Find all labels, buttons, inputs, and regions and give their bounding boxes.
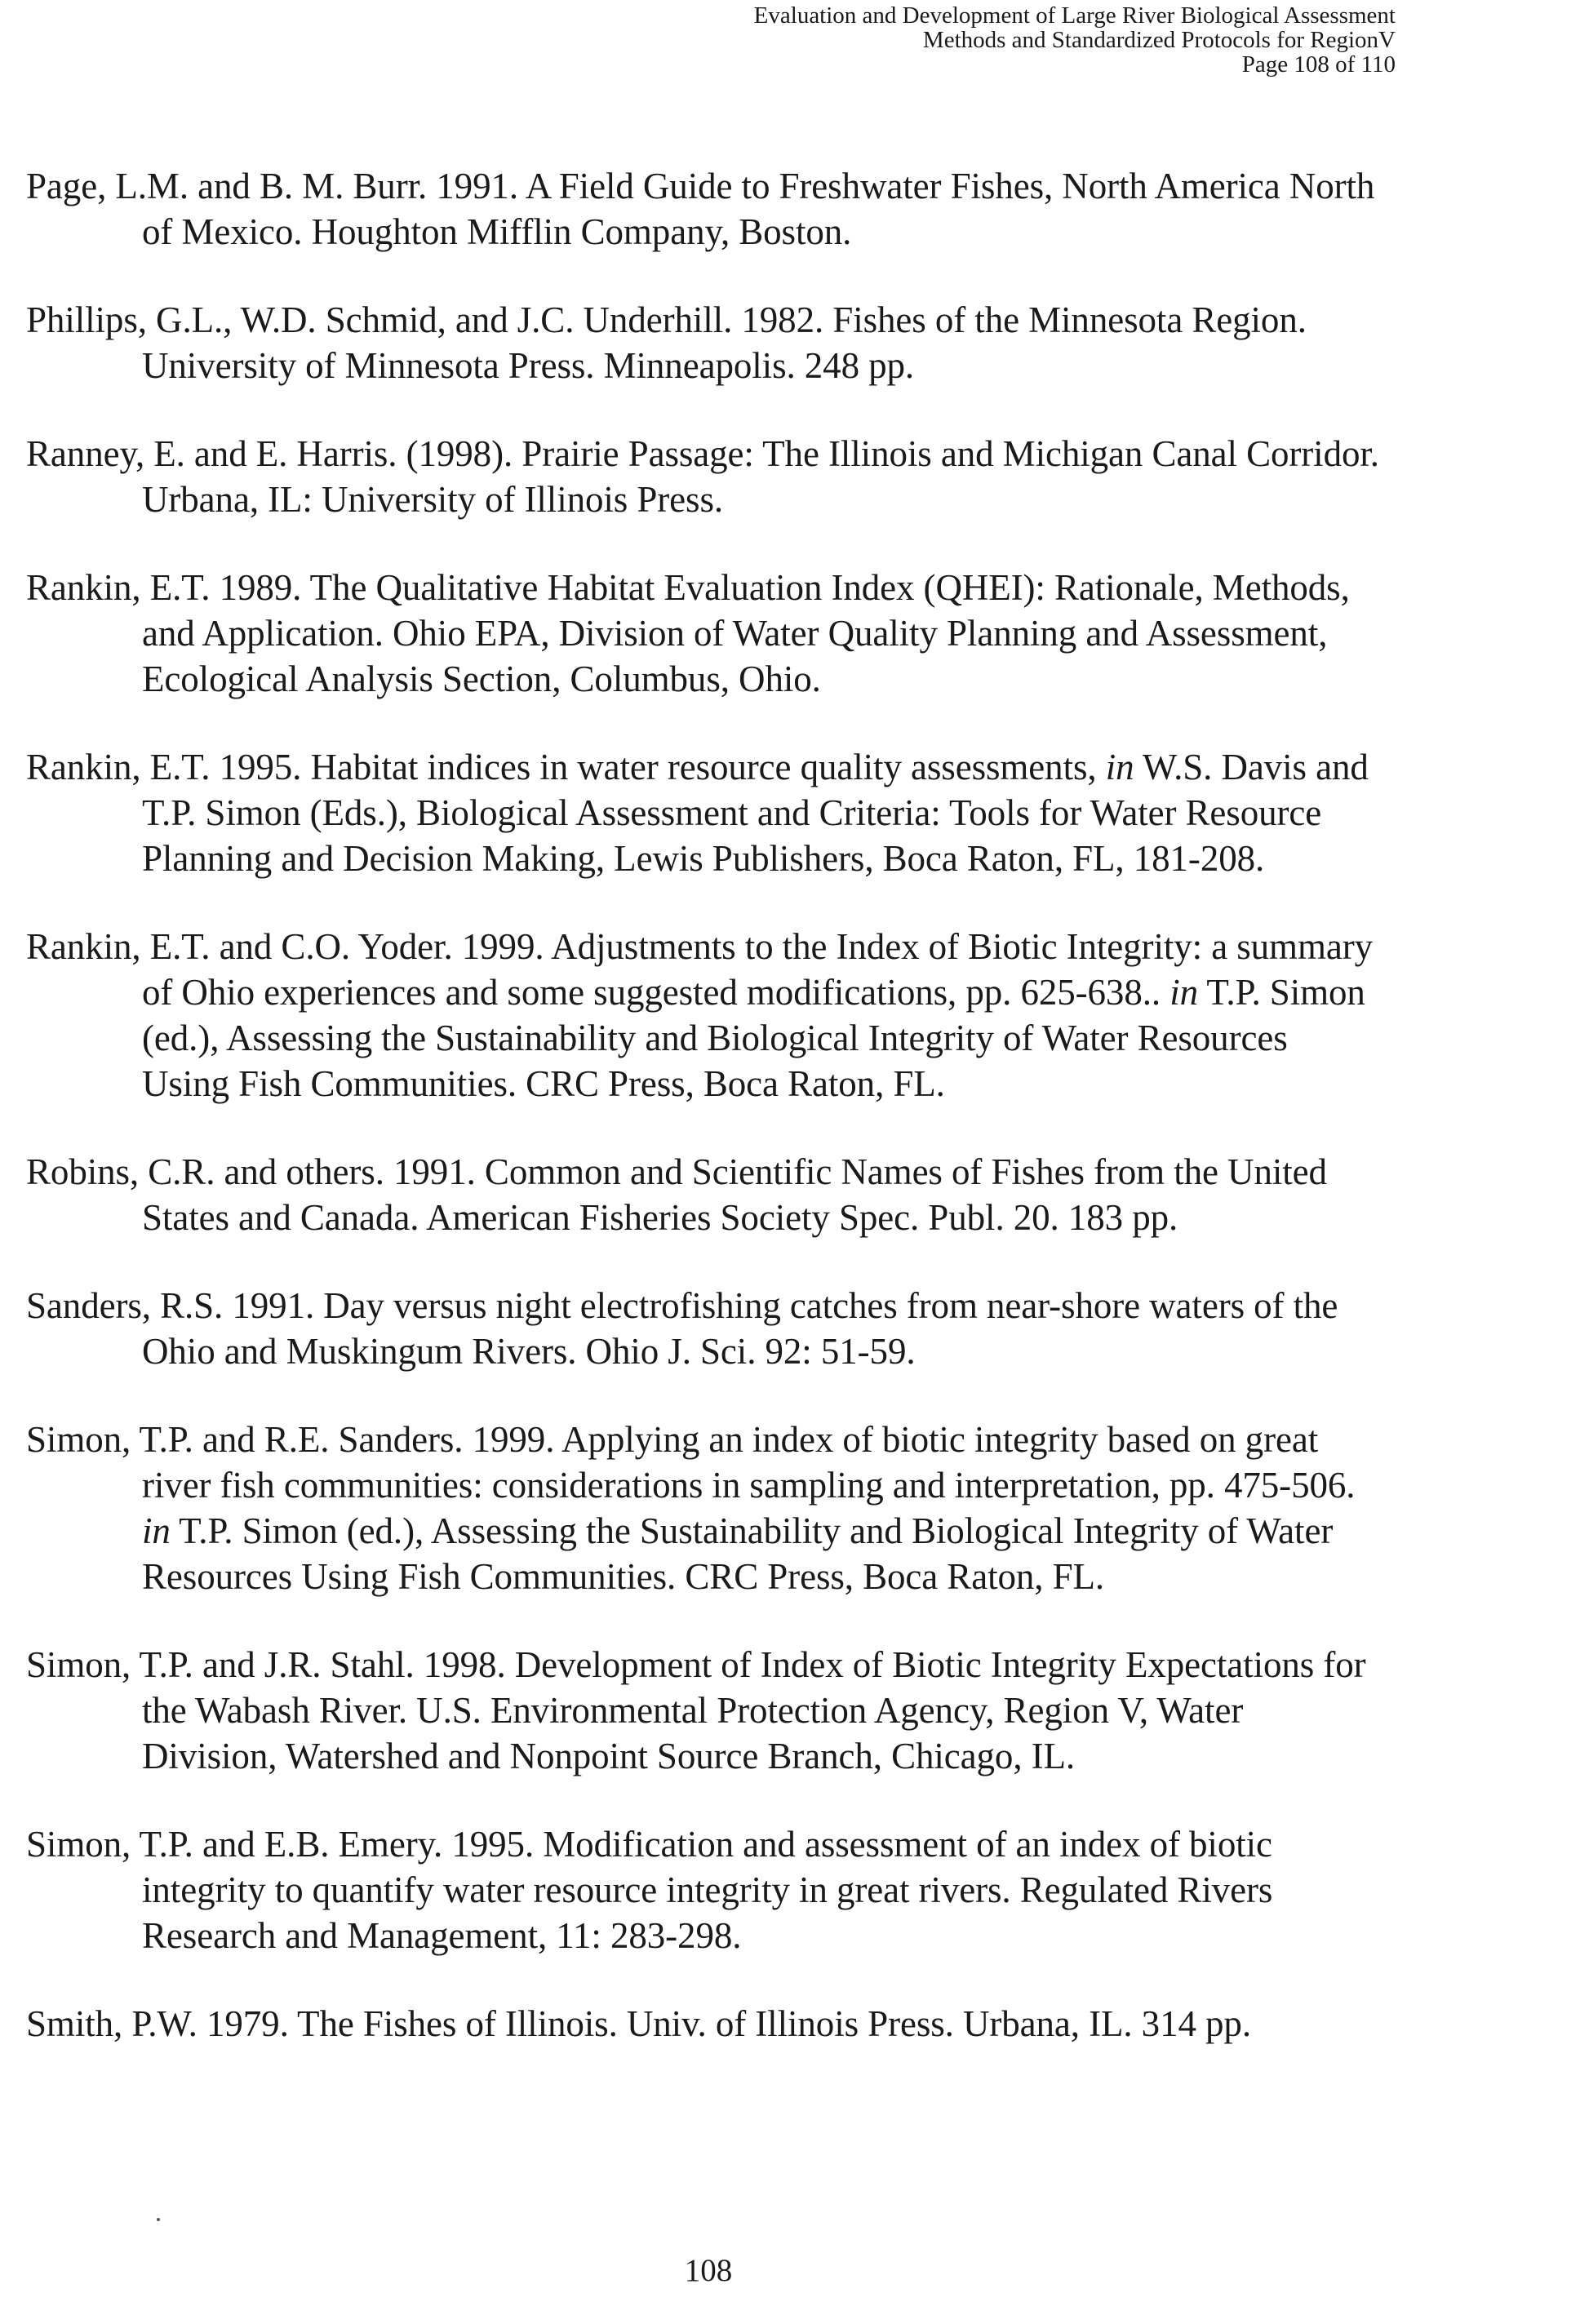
header-title-line1: Evaluation and Development of Large River Biological Assessment xyxy=(753,2,1396,29)
reference-text: T.P. Simon (ed.), Assessing the Sustainability and Biological Integrity of Water Resources Using Fish Communities. CRC Press, Boca Raton, FL. xyxy=(142,972,1365,1104)
reference-simon-sanders-1999 xyxy=(26,1417,1381,1599)
reference-robins-1991: Robins, C.R. and others. 1991. Common and Scientific Names of Fishes from the United States and Canada. American Fisheries Society Spec. Publ. 20. 183 pp. xyxy=(26,1151,1327,1238)
reference-text: Rankin, E.T. and C.O. Yoder. 1999. Adjustments to the Index of Biotic Integrity: a summary of Ohio experiences and some suggested modifications, pp. 625-638.. xyxy=(26,926,1374,1013)
reference-text: T.P. Simon (ed.), Assessing the Sustainability and Biological Integrity of Water Resources Using Fish Communities. CRC Press, Boca Raton, FL. xyxy=(142,1510,1334,1597)
in-italic: in xyxy=(1169,972,1198,1013)
reference-rankin-yoder-1999 xyxy=(26,924,1381,1107)
reference-simon-emery-1995: Simon, T.P. and E.B. Emery. 1995. Modification and assessment of an index of biotic integrity to quantify water resource integrity in great rivers. Regulated Rivers Research and Management, 11: 283-298. xyxy=(26,1824,1273,1956)
reference-sanders-1991: Sanders, R.S. 1991. Day versus night electrofishing catches from near-shore waters of the Ohio and Muskingum Rivers. Ohio J. Sci. 92: 51-59. xyxy=(26,1285,1338,1372)
reference-text: W.S. Davis and T.P. Simon (Eds.), Biological Assessment and Criteria: Tools for Water Resource Planning and Decision Making, Lewis Publishers, Boca Raton, FL, 181-208. xyxy=(142,747,1369,879)
reference-phillips-1982: Phillips, G.L., W.D. Schmid, and J.C. Underhill. 1982. Fishes of the Minnesota Region. University of Minnesota Press. Minneapolis. 248 pp. xyxy=(26,299,1307,386)
header-title-line2: Methods and Standardized Protocols for RegionV xyxy=(922,27,1396,53)
reference-rankin-1995 xyxy=(26,744,1381,881)
in-italic: in xyxy=(1105,747,1134,787)
reference-text: Rankin, E.T. 1995. Habitat indices in water resource quality assessments, xyxy=(26,747,1106,787)
header-page-indicator: Page 108 of 110 xyxy=(1241,51,1396,78)
reference-list xyxy=(26,163,1381,2089)
reference-ranney-1998: Ranney, E. and E. Harris. (1998). Prairie Passage: The Illinois and Michigan Canal Corridor. Urbana, IL: University of Illinois Press. xyxy=(26,433,1379,520)
running-header xyxy=(754,3,1396,77)
reference-text: Simon, T.P. and R.E. Sanders. 1999. Applying an index of biotic integrity based on great river fish communities: considerations in sampling and interpretation, pp. 475-506. xyxy=(26,1419,1356,1506)
reference-smith-1979: Smith, P.W. 1979. The Fishes of Illinois. Univ. of Illinois Press. Urbana, IL. 314 pp. xyxy=(26,2003,1251,2044)
reference-page-burr-1991: Page, L.M. and B. M. Burr. 1991. A Field Guide to Freshwater Fishes, North America North of Mexico. Houghton Mifflin Company, Boston. xyxy=(26,166,1375,252)
in-italic: in xyxy=(142,1510,171,1551)
reference-rankin-1989: Rankin, E.T. 1989. The Qualitative Habitat Evaluation Index (QHEI): Rationale, Methods, and Application. Ohio EPA, Division of Water Quality Planning and Assessment, Ecological Analysis Section, Columbus, Ohio. xyxy=(26,567,1350,699)
reference-simon-stahl-1998: Simon, T.P. and J.R. Stahl. 1998. Development of Index of Biotic Integrity Expectations for the Wabash River. U.S. Environmental Protection Agency, Region V, Water Division, Watershed and Nonpoint Source Branch, Chicago, IL. xyxy=(26,1644,1366,1776)
scan-speck xyxy=(157,2218,160,2221)
page-number: 108 xyxy=(684,2253,733,2288)
